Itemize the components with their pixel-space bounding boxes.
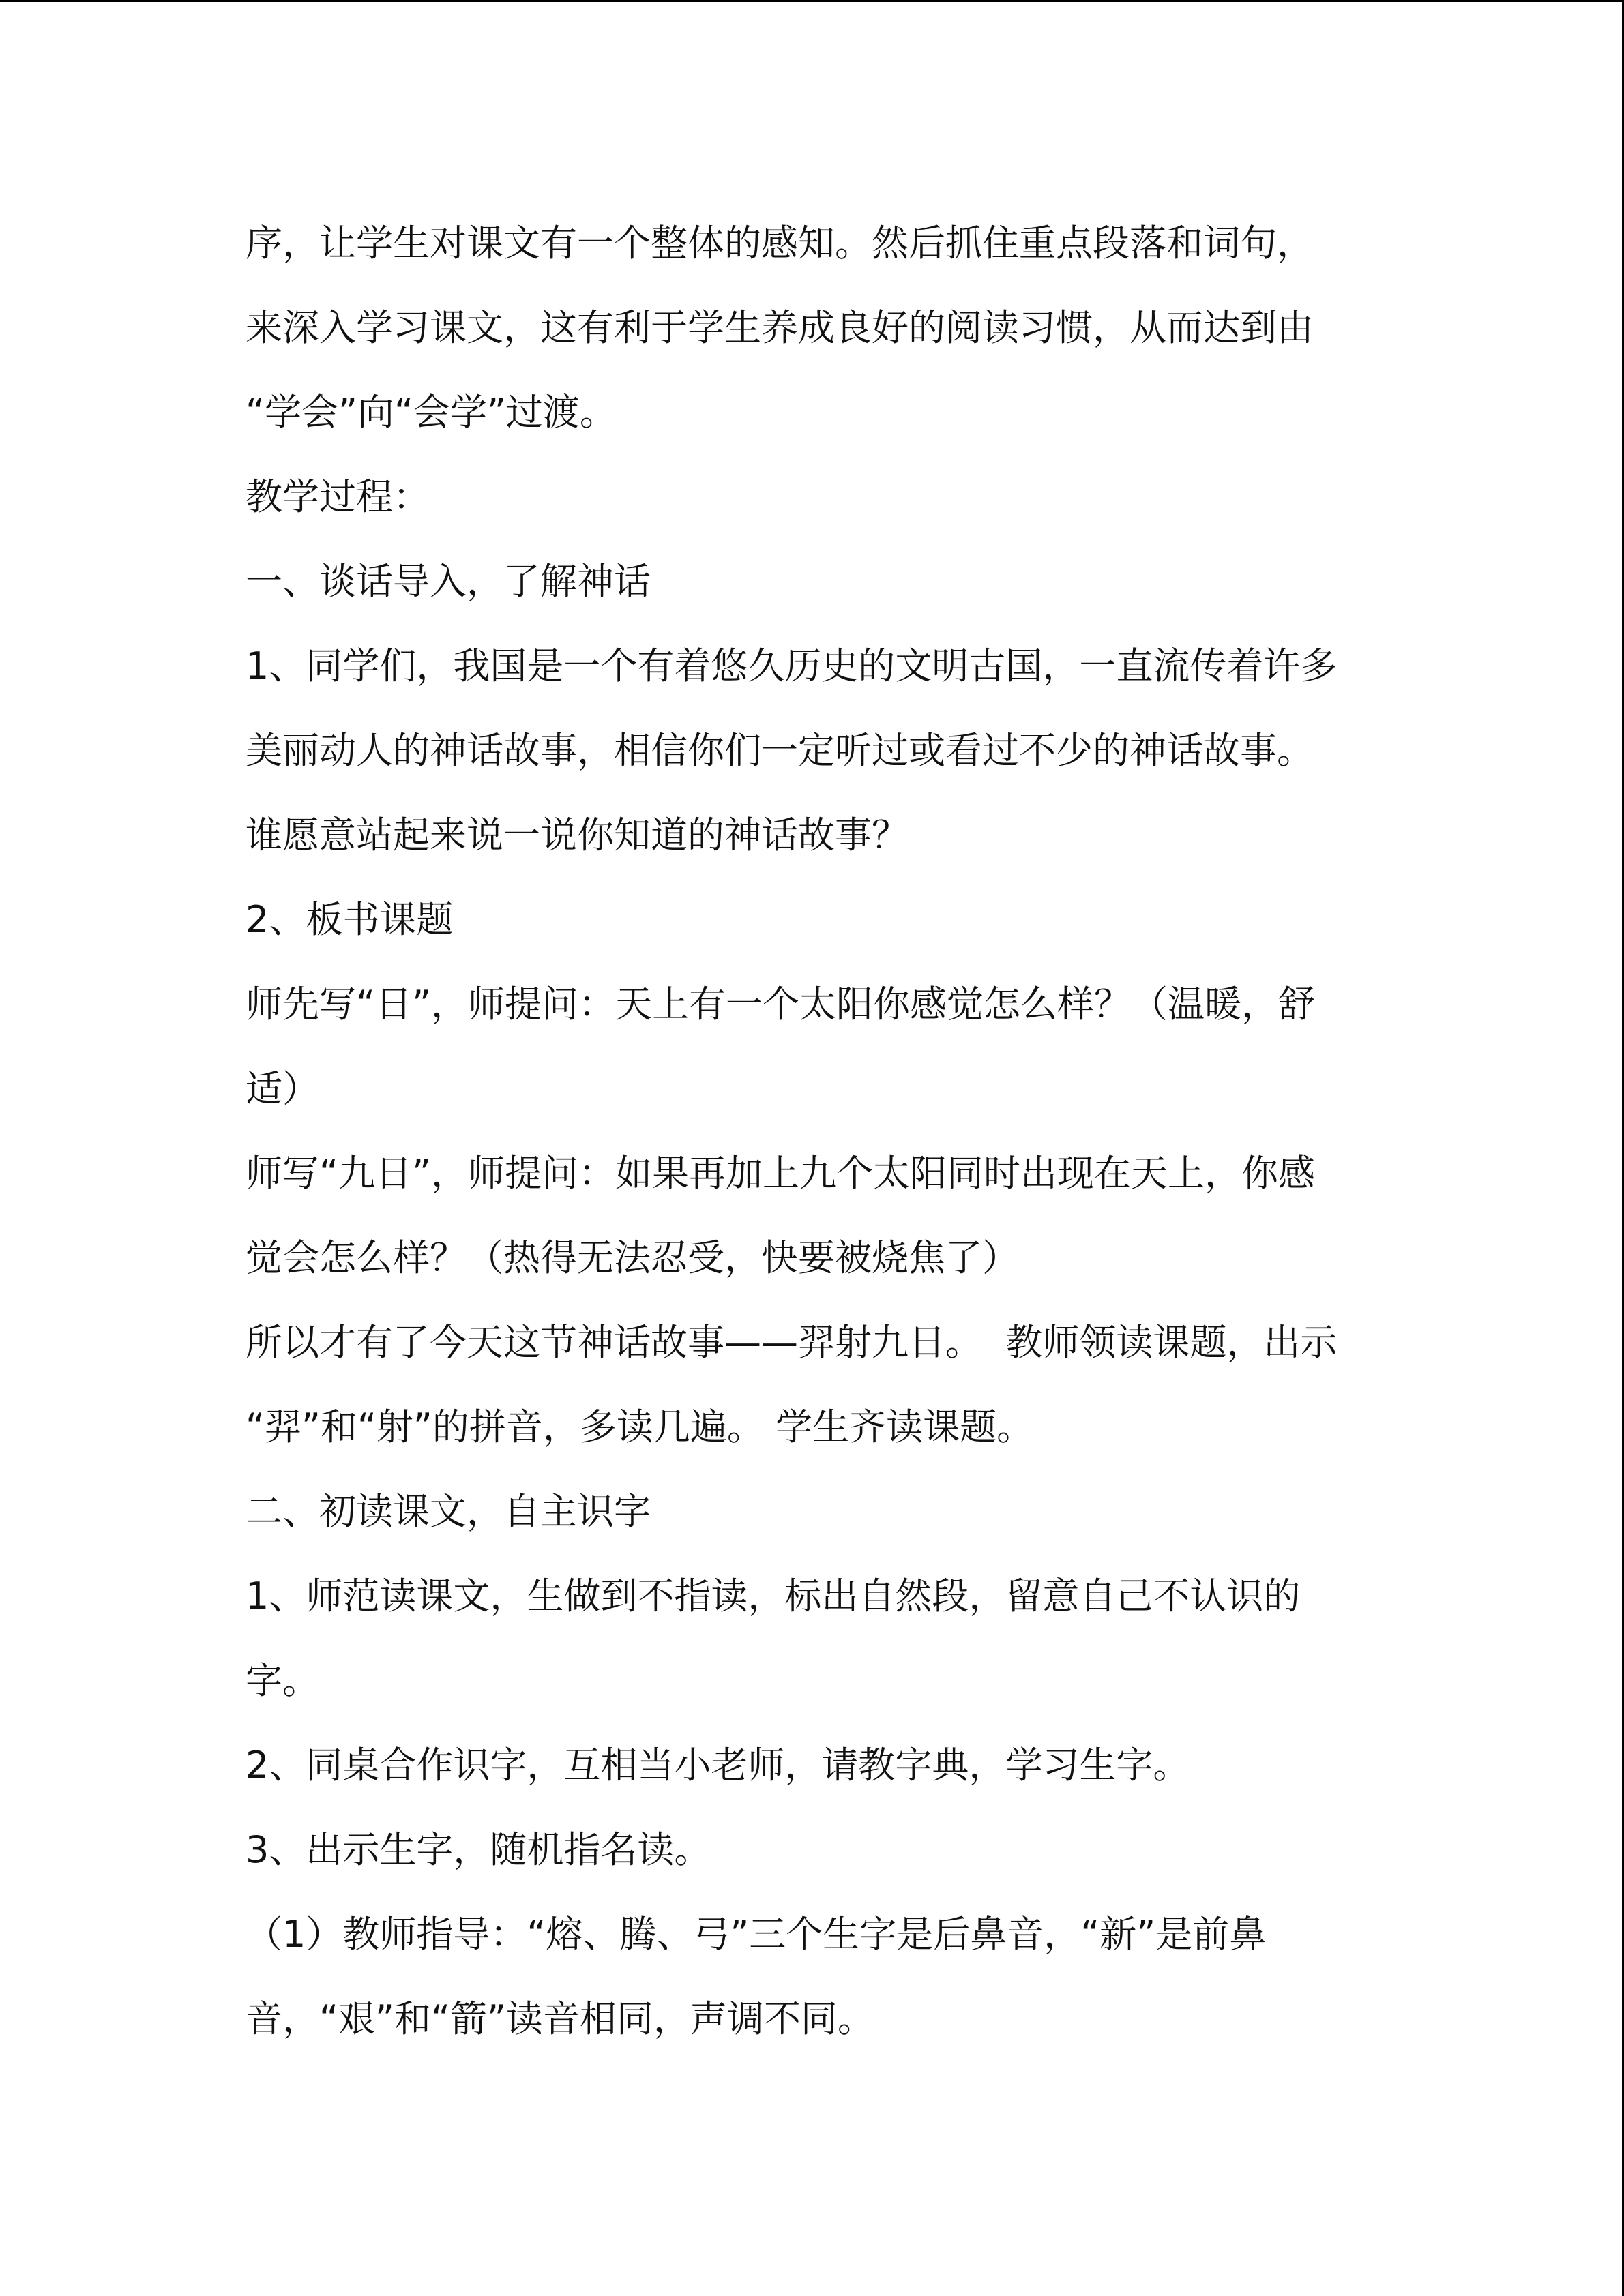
- text-line: 来深入学习课文，这有利于学生养成良好的阅读习惯，从而达到由: [246, 306, 1314, 349]
- text-line: 觉会怎么样？（热得无法忍受，快要被烧焦了）: [246, 1236, 1019, 1279]
- text-line: 适）: [246, 1067, 319, 1110]
- text-line: 2、同桌合作识字，互相当小老师，请教字典，学习生字。: [246, 1744, 1190, 1787]
- text-line: 字。: [246, 1659, 319, 1702]
- text-line: 3、出示生字，随机指名读。: [246, 1828, 711, 1871]
- section-heading: 一、谈话导入，了解神话: [246, 560, 651, 603]
- text-line: 所以才有了今天这节神话故事——羿射九日。 教师领读课题，出示: [246, 1321, 1338, 1364]
- text-line: “羿”和“射”的拼音，多读几遍。 学生齐读课题。: [246, 1405, 1034, 1448]
- section-heading: 教学过程：: [246, 475, 430, 518]
- text-line: 序，让学生对课文有一个整体的感知。然后抓住重点段落和词句，: [246, 222, 1314, 265]
- text-line: “学会”向“会学”过渡。: [246, 391, 617, 434]
- text-line: 师先写“日”，师提问：天上有一个太阳你感觉怎么样？（温暖，舒: [246, 983, 1315, 1026]
- text-line: 1、师范读课文，生做到不指读，标出自然段，留意自己不认识的: [246, 1575, 1301, 1617]
- text-line: （1）教师指导：“熔、腾、弓”三个生字是后鼻音，“新”是前鼻: [246, 1913, 1267, 1956]
- document-body: [246, 201, 1391, 2061]
- text-line: 音，“艰”和“箭”读音相同，声调不同。: [246, 1997, 874, 2040]
- text-line: 谁愿意站起来说一说你知道的神话故事？: [246, 814, 909, 856]
- section-heading: 二、初读课文，自主识字: [246, 1490, 651, 1533]
- text-line: 美丽动人的神话故事，相信你们一定听过或看过不少的神话故事。: [246, 729, 1314, 772]
- text-line: 师写“九日”，师提问：如果再加上九个太阳同时出现在天上，你感: [246, 1152, 1315, 1195]
- text-line: 1、同学们，我国是一个有着悠久历史的文明古国，一直流传着许多: [246, 644, 1338, 687]
- text-line: 2、板书课题: [246, 898, 454, 941]
